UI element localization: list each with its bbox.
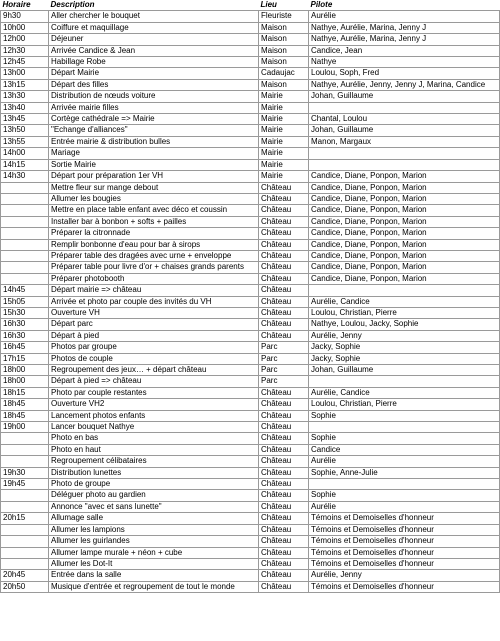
- table-row: [1, 399, 500, 410]
- cell-time: 13h15: [1, 79, 49, 90]
- cell-description: Photos par groupe: [49, 342, 259, 353]
- cell-pilote: Loulou, Soph, Fred: [309, 68, 500, 79]
- table-row: [1, 68, 500, 79]
- cell-time: [1, 547, 49, 558]
- cell-pilote: Candice, Diane, Ponpon, Marion: [309, 262, 500, 273]
- cell-description: Photo en haut: [49, 444, 259, 455]
- cell-lieu: Maison: [259, 34, 309, 45]
- cell-pilote: Johan, Guillaume: [309, 125, 500, 136]
- cell-lieu: Maison: [259, 45, 309, 56]
- cell-lieu: Château: [259, 182, 309, 193]
- cell-pilote: Loulou, Christian, Pierre: [309, 399, 500, 410]
- cell-lieu: Mairie: [259, 159, 309, 170]
- header-row: [1, 0, 500, 11]
- cell-time: 19h30: [1, 467, 49, 478]
- cell-description: Regroupement célibataires: [49, 456, 259, 467]
- cell-pilote: Aurélie, Jenny: [309, 570, 500, 581]
- cell-pilote: Loulou, Christian, Pierre: [309, 307, 500, 318]
- cell-pilote: Aurélie: [309, 456, 500, 467]
- cell-lieu: Mairie: [259, 171, 309, 182]
- cell-pilote: Johan, Guillaume: [309, 365, 500, 376]
- cell-lieu: Mairie: [259, 148, 309, 159]
- cell-pilote: Aurélie, Candice: [309, 387, 500, 398]
- table-row: [1, 501, 500, 512]
- cell-time: [1, 193, 49, 204]
- cell-description: Entrée mairie & distribution bulles: [49, 136, 259, 147]
- cell-lieu: Mairie: [259, 91, 309, 102]
- cell-time: [1, 228, 49, 239]
- cell-lieu: Château: [259, 490, 309, 501]
- cell-time: 16h45: [1, 342, 49, 353]
- table-row: [1, 296, 500, 307]
- cell-lieu: Château: [259, 399, 309, 410]
- cell-lieu: Château: [259, 570, 309, 581]
- cell-time: [1, 182, 49, 193]
- header-lieu: Lieu: [259, 0, 309, 11]
- cell-lieu: Château: [259, 216, 309, 227]
- cell-time: 10h00: [1, 22, 49, 33]
- cell-pilote: Nathye, Loulou, Jacky, Sophie: [309, 319, 500, 330]
- cell-time: [1, 239, 49, 250]
- cell-pilote: Sophie, Anne-Julie: [309, 467, 500, 478]
- cell-time: [1, 273, 49, 284]
- cell-description: Allumer lampe murale + néon + cube: [49, 547, 259, 558]
- cell-lieu: Mairie: [259, 136, 309, 147]
- cell-time: 12h30: [1, 45, 49, 56]
- cell-description: Mariage: [49, 148, 259, 159]
- header-description: Description: [49, 0, 259, 11]
- table-row: [1, 444, 500, 455]
- cell-lieu: Château: [259, 285, 309, 296]
- cell-description: Sortie Mairie: [49, 159, 259, 170]
- table-row: [1, 479, 500, 490]
- table-row: [1, 34, 500, 45]
- cell-description: "Echange d'alliances": [49, 125, 259, 136]
- table-row: [1, 148, 500, 159]
- cell-time: [1, 262, 49, 273]
- table-row: [1, 558, 500, 569]
- cell-lieu: Château: [259, 501, 309, 512]
- table-row: [1, 136, 500, 147]
- cell-lieu: Parc: [259, 353, 309, 364]
- cell-description: Photos de couple: [49, 353, 259, 364]
- cell-description: Lancer bouquet Nathye: [49, 422, 259, 433]
- cell-pilote: Candice: [309, 444, 500, 455]
- table-row: [1, 205, 500, 216]
- cell-time: 18h00: [1, 376, 49, 387]
- table-row: [1, 570, 500, 581]
- table-row: [1, 114, 500, 125]
- cell-lieu: Parc: [259, 365, 309, 376]
- table-row: [1, 547, 500, 558]
- cell-time: [1, 490, 49, 501]
- table-row: [1, 11, 500, 22]
- cell-description: Mettre fleur sur mange debout: [49, 182, 259, 193]
- cell-lieu: Mairie: [259, 114, 309, 125]
- table-row: [1, 239, 500, 250]
- cell-time: [1, 444, 49, 455]
- cell-pilote: Candice, Diane, Ponpon, Marion: [309, 228, 500, 239]
- cell-pilote: Jacky, Sophie: [309, 342, 500, 353]
- cell-description: Départ parc: [49, 319, 259, 330]
- cell-lieu: Château: [259, 193, 309, 204]
- cell-time: 18h45: [1, 410, 49, 421]
- cell-lieu: Château: [259, 228, 309, 239]
- table-row: [1, 524, 500, 535]
- cell-description: Départ à pied => château: [49, 376, 259, 387]
- cell-lieu: Château: [259, 250, 309, 261]
- cell-lieu: Château: [259, 205, 309, 216]
- cell-time: [1, 501, 49, 512]
- cell-time: 13h30: [1, 91, 49, 102]
- cell-description: Entrée dans la salle: [49, 570, 259, 581]
- cell-description: Cortège cathédrale => Mairie: [49, 114, 259, 125]
- cell-pilote: Candice, Diane, Ponpon, Marion: [309, 250, 500, 261]
- table-row: [1, 456, 500, 467]
- cell-time: [1, 536, 49, 547]
- cell-description: Ouverture VH: [49, 307, 259, 318]
- cell-lieu: Mairie: [259, 125, 309, 136]
- cell-lieu: Château: [259, 524, 309, 535]
- cell-description: Préparer photobooth: [49, 273, 259, 284]
- cell-pilote: Aurélie: [309, 11, 500, 22]
- cell-pilote: Témoins et Demoiselles d'honneur: [309, 524, 500, 535]
- cell-pilote: Chantal, Loulou: [309, 114, 500, 125]
- cell-time: 13h00: [1, 68, 49, 79]
- cell-description: Coiffure et maquillage: [49, 22, 259, 33]
- cell-pilote: Candice, Diane, Ponpon, Marion: [309, 193, 500, 204]
- table-row: [1, 581, 500, 592]
- cell-description: Musique d'entrée et regroupement de tout le monde: [49, 581, 259, 592]
- cell-pilote: Johan, Guillaume: [309, 91, 500, 102]
- cell-time: 13h45: [1, 114, 49, 125]
- cell-pilote: Aurélie, Jenny: [309, 330, 500, 341]
- cell-description: Habillage Robe: [49, 57, 259, 68]
- cell-pilote: Candice, Diane, Ponpon, Marion: [309, 205, 500, 216]
- table-row: [1, 536, 500, 547]
- cell-lieu: Château: [259, 422, 309, 433]
- cell-description: Départ des filles: [49, 79, 259, 90]
- cell-time: 18h15: [1, 387, 49, 398]
- cell-time: 18h00: [1, 365, 49, 376]
- cell-time: 12h45: [1, 57, 49, 68]
- cell-time: [1, 433, 49, 444]
- cell-time: 20h15: [1, 513, 49, 524]
- cell-lieu: Mairie: [259, 102, 309, 113]
- cell-description: Remplir bonbonne d'eau pour bar à sirops: [49, 239, 259, 250]
- table-row: [1, 228, 500, 239]
- cell-lieu: Château: [259, 479, 309, 490]
- table-row: [1, 159, 500, 170]
- cell-lieu: Parc: [259, 342, 309, 353]
- cell-description: Distribution lunettes: [49, 467, 259, 478]
- cell-time: [1, 205, 49, 216]
- table-row: [1, 422, 500, 433]
- cell-pilote: Sophie: [309, 433, 500, 444]
- cell-time: 14h30: [1, 171, 49, 182]
- cell-time: 13h55: [1, 136, 49, 147]
- cell-lieu: Château: [259, 273, 309, 284]
- cell-description: Distribution de nœuds voiture: [49, 91, 259, 102]
- cell-lieu: Château: [259, 319, 309, 330]
- table-row: [1, 171, 500, 182]
- cell-description: Annonce "avec et sans lunette": [49, 501, 259, 512]
- cell-time: 16h30: [1, 319, 49, 330]
- table-row: [1, 410, 500, 421]
- cell-description: Allumage salle: [49, 513, 259, 524]
- cell-time: 19h45: [1, 479, 49, 490]
- cell-pilote: Candice, Jean: [309, 45, 500, 56]
- cell-pilote: Nathye, Aurélie, Marina, Jenny J: [309, 34, 500, 45]
- cell-pilote: Témoins et Demoiselles d'honneur: [309, 536, 500, 547]
- table-row: [1, 307, 500, 318]
- cell-lieu: Fleuriste: [259, 11, 309, 22]
- cell-time: 14h00: [1, 148, 49, 159]
- cell-lieu: Château: [259, 444, 309, 455]
- cell-description: Allumer les bougies: [49, 193, 259, 204]
- cell-description: Départ pour préparation 1er VH: [49, 171, 259, 182]
- table-row: [1, 387, 500, 398]
- cell-pilote: [309, 376, 500, 387]
- cell-pilote: Candice, Diane, Ponpon, Marion: [309, 239, 500, 250]
- cell-description: Déléguer photo au gardien: [49, 490, 259, 501]
- cell-pilote: Sophie: [309, 490, 500, 501]
- cell-pilote: Nathye: [309, 57, 500, 68]
- cell-description: Photo de groupe: [49, 479, 259, 490]
- table-row: [1, 125, 500, 136]
- table-row: [1, 273, 500, 284]
- cell-pilote: Nathye, Aurélie, Marina, Jenny J: [309, 22, 500, 33]
- table-row: [1, 57, 500, 68]
- cell-time: 18h45: [1, 399, 49, 410]
- cell-pilote: Témoins et Demoiselles d'honneur: [309, 547, 500, 558]
- cell-description: Allumer les lampions: [49, 524, 259, 535]
- cell-time: [1, 524, 49, 535]
- cell-description: Préparer table des dragées avec urne + enveloppe: [49, 250, 259, 261]
- cell-time: 13h40: [1, 102, 49, 113]
- table-row: [1, 353, 500, 364]
- cell-time: [1, 250, 49, 261]
- cell-pilote: [309, 102, 500, 113]
- table-row: [1, 342, 500, 353]
- cell-lieu: Maison: [259, 57, 309, 68]
- cell-time: [1, 216, 49, 227]
- cell-lieu: Château: [259, 239, 309, 250]
- table-row: [1, 193, 500, 204]
- table-row: [1, 216, 500, 227]
- cell-description: Arrivée mairie filles: [49, 102, 259, 113]
- cell-time: 20h45: [1, 570, 49, 581]
- cell-pilote: Témoins et Demoiselles d'honneur: [309, 581, 500, 592]
- cell-time: [1, 558, 49, 569]
- cell-lieu: Château: [259, 558, 309, 569]
- cell-lieu: Château: [259, 547, 309, 558]
- cell-description: Allumer les Dot-It: [49, 558, 259, 569]
- schedule-body: [1, 11, 500, 593]
- cell-pilote: Sophie: [309, 410, 500, 421]
- cell-pilote: Témoins et Demoiselles d'honneur: [309, 558, 500, 569]
- cell-description: Préparer la citronnade: [49, 228, 259, 239]
- table-row: [1, 102, 500, 113]
- table-row: [1, 250, 500, 261]
- table-row: [1, 365, 500, 376]
- table-row: [1, 79, 500, 90]
- cell-pilote: Candice, Diane, Ponpon, Marion: [309, 216, 500, 227]
- table-row: [1, 22, 500, 33]
- cell-pilote: [309, 422, 500, 433]
- cell-lieu: Château: [259, 307, 309, 318]
- table-row: [1, 262, 500, 273]
- cell-lieu: Château: [259, 581, 309, 592]
- table-row: [1, 490, 500, 501]
- cell-description: Regroupement des jeux… + départ château: [49, 365, 259, 376]
- cell-lieu: Château: [259, 262, 309, 273]
- cell-description: Photo par couple restantes: [49, 387, 259, 398]
- cell-time: 13h50: [1, 125, 49, 136]
- cell-time: 17h15: [1, 353, 49, 364]
- cell-description: Départ mairie => château: [49, 285, 259, 296]
- cell-lieu: Château: [259, 330, 309, 341]
- table-row: [1, 91, 500, 102]
- cell-lieu: Château: [259, 296, 309, 307]
- table-row: [1, 376, 500, 387]
- cell-pilote: [309, 285, 500, 296]
- cell-description: Arrivée et photo par couple des invités du VH: [49, 296, 259, 307]
- header-time: Horaire: [1, 0, 49, 11]
- cell-pilote: Nathye, Aurélie, Jenny, Jenny J, Marina, Candice: [309, 79, 500, 90]
- cell-lieu: Château: [259, 536, 309, 547]
- table-row: [1, 319, 500, 330]
- cell-description: Photo en bas: [49, 433, 259, 444]
- table-row: [1, 285, 500, 296]
- cell-pilote: Aurélie, Candice: [309, 296, 500, 307]
- schedule-header: [1, 0, 500, 11]
- cell-description: Mettre en place table enfant avec déco et coussin: [49, 205, 259, 216]
- cell-lieu: Château: [259, 467, 309, 478]
- cell-lieu: Château: [259, 433, 309, 444]
- cell-pilote: [309, 159, 500, 170]
- cell-description: Arrivée Candice & Jean: [49, 45, 259, 56]
- cell-description: Installer bar à bonbon + softs + pailles: [49, 216, 259, 227]
- cell-pilote: [309, 148, 500, 159]
- cell-time: 20h50: [1, 581, 49, 592]
- cell-pilote: [309, 479, 500, 490]
- cell-time: 16h30: [1, 330, 49, 341]
- table-row: [1, 433, 500, 444]
- cell-pilote: Candice, Diane, Ponpon, Marion: [309, 273, 500, 284]
- cell-description: Préparer table pour livre d'or + chaises grands parents: [49, 262, 259, 273]
- cell-lieu: Château: [259, 513, 309, 524]
- cell-lieu: Maison: [259, 79, 309, 90]
- table-row: [1, 330, 500, 341]
- cell-pilote: Jacky, Sophie: [309, 353, 500, 364]
- cell-lieu: Château: [259, 456, 309, 467]
- cell-time: 19h00: [1, 422, 49, 433]
- table-row: [1, 467, 500, 478]
- cell-pilote: Aurélie: [309, 501, 500, 512]
- header-pilote: Pilote: [309, 0, 500, 11]
- table-row: [1, 513, 500, 524]
- cell-time: 15h05: [1, 296, 49, 307]
- cell-time: 15h30: [1, 307, 49, 318]
- cell-description: Allumer les guirlandes: [49, 536, 259, 547]
- cell-description: Départ à pied: [49, 330, 259, 341]
- cell-pilote: Manon, Margaux: [309, 136, 500, 147]
- cell-description: Ouverture VH2: [49, 399, 259, 410]
- table-row: [1, 45, 500, 56]
- cell-description: Déjeuner: [49, 34, 259, 45]
- cell-lieu: Cadaujac: [259, 68, 309, 79]
- cell-time: 14h15: [1, 159, 49, 170]
- cell-time: 9h30: [1, 11, 49, 22]
- cell-description: Lancement photos enfants: [49, 410, 259, 421]
- cell-lieu: Maison: [259, 22, 309, 33]
- cell-pilote: Témoins et Demoiselles d'honneur: [309, 513, 500, 524]
- cell-description: Départ Mairie: [49, 68, 259, 79]
- cell-lieu: Château: [259, 410, 309, 421]
- cell-lieu: Parc: [259, 376, 309, 387]
- cell-time: 14h45: [1, 285, 49, 296]
- cell-pilote: Candice, Diane, Ponpon, Marion: [309, 182, 500, 193]
- cell-time: [1, 456, 49, 467]
- cell-time: 12h00: [1, 34, 49, 45]
- cell-description: Aller chercher le bouquet: [49, 11, 259, 22]
- cell-lieu: Château: [259, 387, 309, 398]
- cell-pilote: Candice, Diane, Ponpon, Marion: [309, 171, 500, 182]
- table-row: [1, 182, 500, 193]
